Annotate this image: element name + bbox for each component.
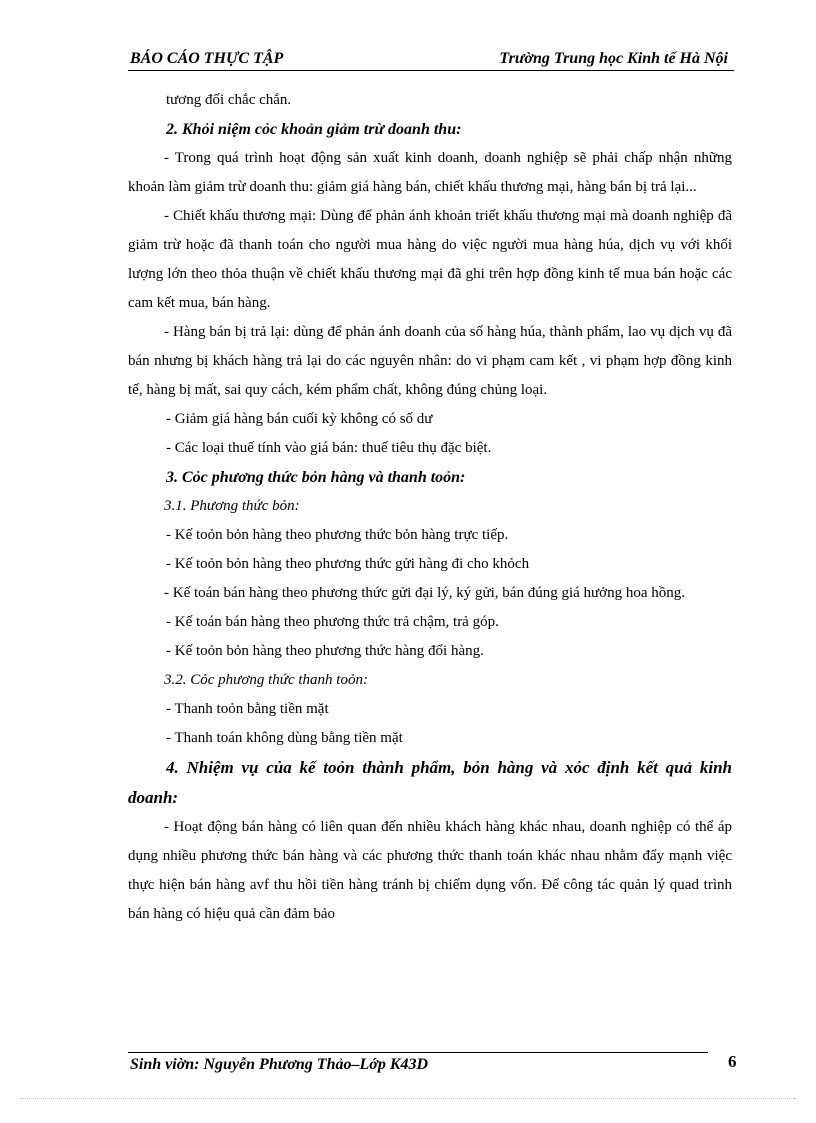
report-title: BÁO CÁO THỰC TẬP: [130, 50, 284, 67]
paragraph: - Kế toán bán hàng theo phương thức gửi đại lý, ký gửi, bán đúng giá hưởng hoa hồng.: [164, 585, 686, 601]
subsection-heading-3-2: 3.2. Cỏc phương thức thanh toỏn:: [164, 672, 368, 688]
paragraph: - Hoạt động bán hàng có liên quan đến nhiều khách hàng khác nhau, doanh nghiệp có thể áp dụng nhiều phương thức bán hàng và các phương thức thanh toán khác nhau nhằm đẩy mạnh việc thực hiện bán hàng avf thu hồi tiền hàng tránh bị chiếm dụng vốn. Để công tác quản lý quad trình bán hàng có hiệu quả cần đảm bảo: [128, 819, 732, 922]
section-heading-3: 3. Cỏc phương thức bỏn hàng và thanh toỏn:: [166, 469, 466, 486]
page-header: [128, 44, 734, 71]
school-name: Trường Trung học Kinh tế Hà Nội: [499, 50, 728, 67]
student-info: Sinh viờn: Nguyễn Phương Thảo–Lớp K43D: [130, 1056, 429, 1073]
section-heading-2: 2. Khỏi niệm cỏc khoản giảm trừ doanh thu:: [166, 121, 462, 138]
page-edge-divider: [20, 1098, 796, 1099]
paragraph: - Trong quá trình hoạt động sản xuất kinh doanh, doanh nghiệp sẽ phải chấp nhận những khoản làm giảm trừ doanh thu: giảm giá hàng bán, chiết khấu thương mại, hàng bán bị trả lại...: [128, 150, 732, 195]
section-heading-4: 4. Nhiệm vụ của kế toỏn thành phẩm, bỏn hàng và xỏc định kết quả kinh doanh:: [128, 758, 732, 807]
paragraph: - Kế toỏn bỏn hàng theo phương thức gửi hàng đi cho khỏch: [166, 556, 530, 572]
document-body: [128, 86, 732, 929]
paragraph: tương đối chắc chắn.: [166, 92, 292, 108]
page-number: 6: [728, 1052, 737, 1071]
paragraph: - Kế toỏn bỏn hàng theo phương thức hàng đổi hàng.: [166, 643, 484, 659]
paragraph: - Hàng bán bị trả lại: dùng để phản ánh doanh của số hàng húa, thành phẩm, lao vụ dịch vụ đã bán nhưng bị khách hàng trả lại do các nguyên nhân: do vi phạm cam kết , vi phạm hợp đồng kinh tế, hàng bị mất, sai quy cách, kém phẩm chất, không đúng chủng loại.: [128, 324, 732, 398]
footer-divider: [128, 1052, 708, 1053]
paragraph: - Kế toán bán hàng theo phương thức trả chậm, trả góp.: [166, 614, 499, 630]
paragraph: - Thanh toán không dùng bằng tiền mặt: [166, 730, 403, 746]
paragraph: - Kế toỏn bỏn hàng theo phương thức bỏn hàng trực tiếp.: [166, 527, 509, 543]
subsection-heading-3-1: 3.1. Phương thức bỏn:: [164, 498, 300, 514]
paragraph: - Chiết khấu thương mại: Dùng để phản ánh khoản triết khấu thương mại mà doanh nghiệp đã giảm trừ hoặc đã thanh toán cho người mua hàng do việc người mua hàng húa, dịch vụ với khối lượng lớn theo thỏa thuận về chiết khấu thương mại đã ghi trên hợp đồng kinh tế mua bán hoặc các cam kết mua, bán hàng.: [128, 208, 732, 311]
paragraph: - Các loại thuế tính vào giá bán: thuế tiêu thụ đặc biệt.: [166, 440, 492, 456]
paragraph: - Thanh toỏn bằng tiền mặt: [166, 701, 329, 717]
paragraph: - Giảm giá hàng bán cuối kỳ không có số dư: [166, 411, 433, 427]
